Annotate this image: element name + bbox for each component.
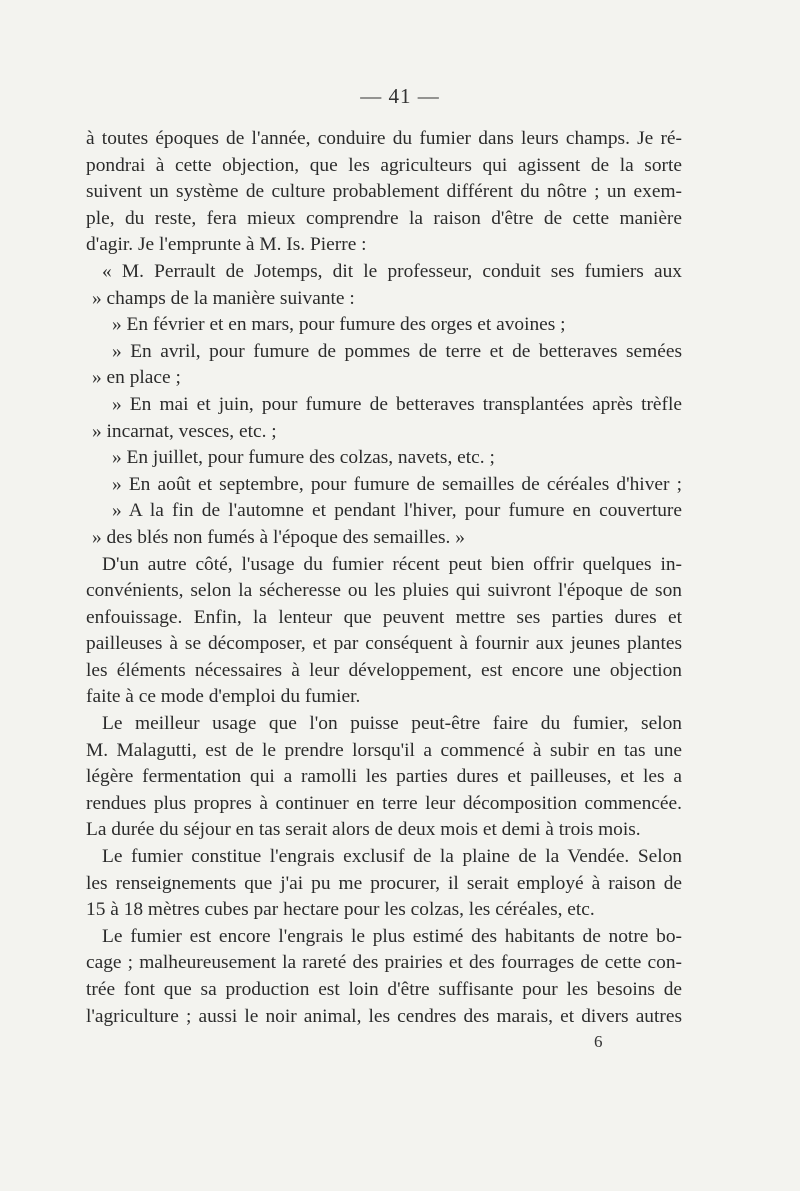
- page-body: [86, 126, 682, 1030]
- quote-line: » en place ;: [92, 367, 181, 389]
- text-line: à toutes époques de l'année, conduire du fumier dans leurs champs. Je ré-: [86, 128, 682, 149]
- text-line: convénients, selon la sécheresse ou les pluies qui suivront l'époque de son: [86, 580, 682, 602]
- quote-line: » En juillet, pour fumure des colzas, navets, etc. ;: [112, 447, 495, 469]
- text-line: l'agriculture ; aussi le noir animal, les cendres des marais, et divers autres: [86, 1005, 682, 1027]
- text-line: enfouissage. Enfin, la lenteur que peuvent mettre ses parties dures et: [86, 606, 682, 628]
- text-line: trée font que sa production est loin d'être suffisante pour les besoins de: [86, 979, 682, 1000]
- text-line: rendues plus propres à continuer en terre leur décomposition commencée.: [86, 792, 682, 814]
- signature-mark: 6: [594, 1032, 603, 1051]
- text-line: pailleuses à se décomposer, et par conséquent à fournir aux jeunes plantes: [86, 633, 682, 655]
- text-line: faite à ce mode d'emploi du fumier.: [86, 686, 361, 708]
- text-line: les renseignements que j'ai pu me procurer, il serait employé à raison de: [86, 872, 682, 894]
- quote-line: » En février et en mars, pour fumure des orges et avoines ;: [112, 314, 566, 336]
- text-line: Le meilleur usage que l'on puisse peut-être faire du fumier, selon: [102, 713, 682, 735]
- quote-line: » champs de la manière suivante :: [92, 287, 355, 309]
- text-line: d'agir. Je l'emprunte à M. Is. Pierre :: [86, 234, 367, 256]
- quote-line: » A la fin de l'automne et pendant l'hiver, pour fumure en couverture: [112, 500, 682, 522]
- text-line: 15 à 18 mètres cubes par hectare pour les colzas, les céréales, etc.: [86, 899, 595, 921]
- page-number: — 41 —: [360, 84, 440, 108]
- text-line: légère fermentation qui a ramolli les parties dures et pailleuses, et les a: [86, 766, 682, 788]
- text-line: Le fumier est encore l'engrais le plus estimé des habitants de notre bo-: [102, 925, 682, 947]
- text-line: ple, du reste, fera mieux comprendre la raison d'être de cette manière: [86, 207, 682, 229]
- text-line: cage ; malheureusement la rareté des prairies et des fourrages de cette con-: [86, 952, 682, 974]
- quote-line: « M. Perrault de Jotemps, dit le professeur, conduit ses fumiers aux: [102, 260, 682, 282]
- quote-line: » En août et septembre, pour fumure de semailles de céréales d'hiver ;: [112, 473, 682, 495]
- quote-line: » En mai et juin, pour fumure de betteraves transplantées après trèfle: [112, 393, 682, 415]
- text-line: Le fumier constitue l'engrais exclusif de la plaine de la Vendée. Selon: [102, 846, 682, 868]
- text-line: pondrai à cette objection, que les agriculteurs qui agissent de la sorte: [86, 154, 682, 176]
- text-line: suivent un système de culture probablement différent du nôtre ; un exem-: [86, 181, 682, 203]
- text-line: La durée du séjour en tas serait alors de deux mois et demi à trois mois.: [86, 819, 641, 841]
- quote-line: » des blés non fumés à l'époque des semailles. »: [92, 526, 465, 548]
- quote-line: » En avril, pour fumure de pommes de terre et de betteraves semées: [112, 340, 682, 362]
- text-line: M. Malagutti, est de le prendre lorsqu'il a commencé à subir en tas une: [86, 739, 682, 761]
- text-line: D'un autre côté, l'usage du fumier récent peut bien offrir quelques in-: [102, 553, 682, 575]
- text-line: les éléments nécessaires à leur développement, est encore une objection: [86, 659, 682, 681]
- quote-line: » incarnat, vesces, etc. ;: [92, 420, 277, 442]
